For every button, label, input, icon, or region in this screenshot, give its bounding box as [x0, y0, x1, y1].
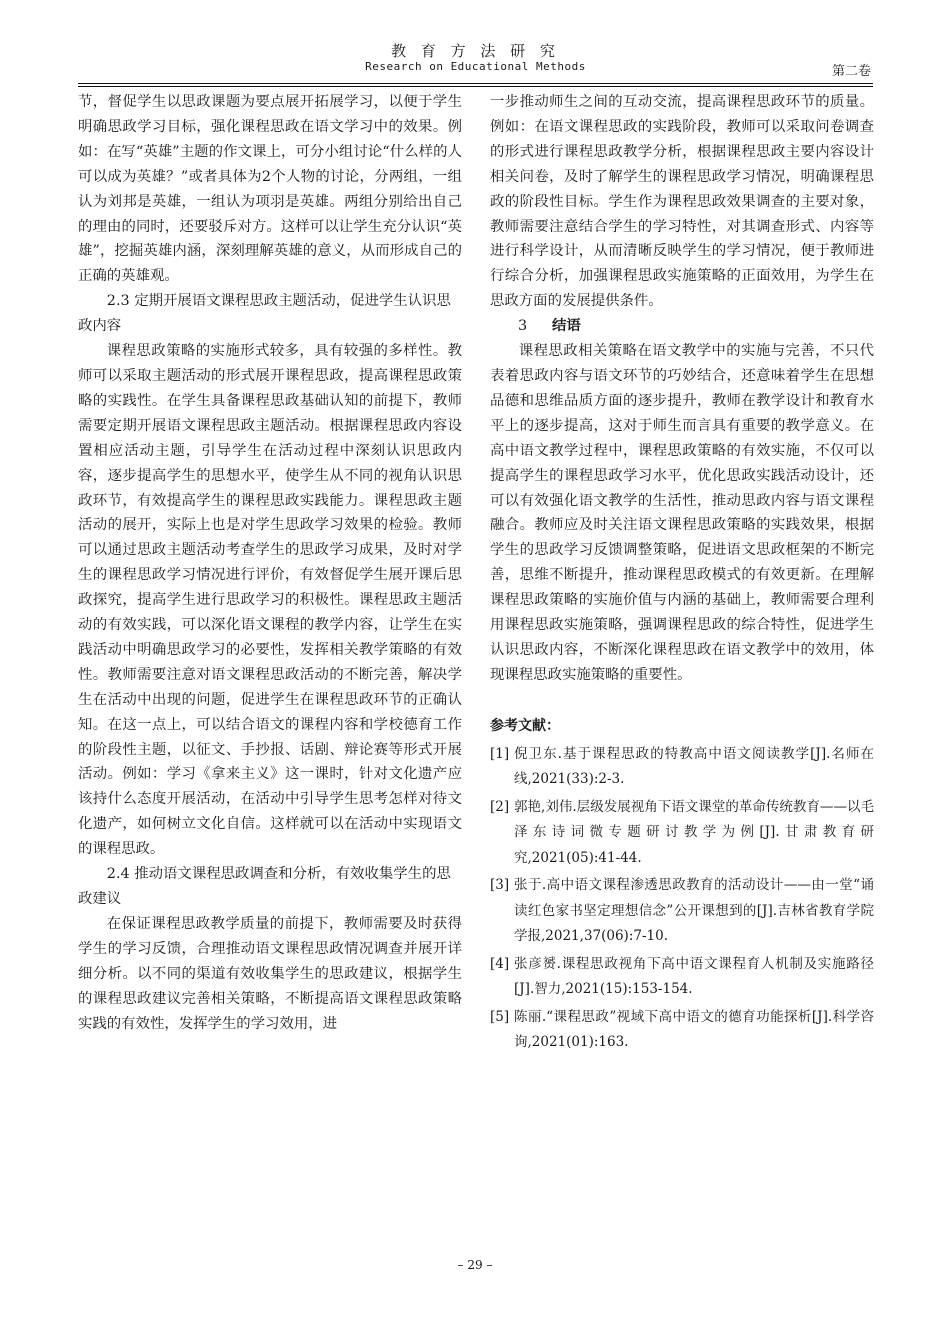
- header-divider: [78, 83, 873, 87]
- reference-item: [490, 742, 874, 793]
- reference-text: 郭艳,刘伟.层级发展视角下语文课堂的革命传统教育——以毛泽东诗词微专题研讨教学为例[J].甘肃教育研究,2021(05):41-44.: [514, 798, 874, 866]
- section-title: 结语: [552, 317, 581, 335]
- journal-title: 教 育 方 法 研 究: [391, 42, 560, 60]
- subsection-heading-2-4: 2.4 推动语文课程思政调查和分析，有效收集学生的思政建议: [78, 866, 451, 907]
- body-paragraph: 课程思政相关策略在语文教学中的实施与完善，不只代表着思政内容与语文环节的巧妙结合，还意味着学生在思想品德和思维品质方面的逐步提升，教师在教学设计和教育水平上的逐步提高，这对于师生而言具有重要的教学意义。在高中语文教学过程中，课程思政策略的有效实施，不仅可以提高学生的课程思政学习水平，优化思政实践活动设计，还可以有效强化语文教学的生活性，推动思政内容与语文课程融合。教师应及时关注语文课程思政策略的实践效果，根据学生的思政学习反馈调整策略，促进语文思政框架的不断完善，思维不断提升，推动课程思政模式的有效更新。在理解课程思政策略的实施价值与内涵的基础上，教师需要合理利用课程思政实施策略，强调课程思政的综合特性，促进学生认识思政内容，不断深化课程思政在语文教学中的效用，体现课程思政实施策略的重要性。: [490, 343, 874, 683]
- left-column: [78, 90, 462, 1036]
- reference-item: [490, 795, 874, 872]
- right-column: [490, 90, 874, 1058]
- journal-subtitle: Research on Educational Methods: [365, 60, 586, 73]
- reference-index: [3]: [490, 877, 510, 894]
- body-paragraph: 课程思政策略的实施形式较多，具有较强的多样性。教师可以采取主题活动的形式展开课程思政，提高课程思政策略的实践性。在学生具备课程思政基础认知的前提下，教师需要定期开展语文课程思政主题活动。根据课程思政内容设置相应活动主题，引导学生在活动过程中深刻认识思政内容，逐步提高学生的思想水平，使学生从不同的视角认识思政环节，有效提高学生的课程思政实践能力。课程思政主题活动的展开，实际上也是对学生思政学习效果的检验。教师可以通过思政主题活动考查学生的思政学习成果，及时对学生的课程思政学习情况进行评价，有效督促学生展开课后思政探究，提高学生进行思政学习的积极性。课程思政主题活动的有效实践，可以深化语文课程的教学内容，让学生在实践活动中明确思政学习的必要性，发挥相关教学策略的有效性。教师需要注意对语文课程思政活动的不断完善，解决学生在活动中出现的问题，促进学生在课程思政环节的正确认知。在这一点上，可以结合语文的课程内容和学校德育工作的阶段性主题，以征文、手抄报、话剧、辩论赛等形式开展活动。例如：学习《拿来主义》这一课时，针对文化遗产应该持什么态度开展活动，在活动中引导学生思考怎样对待文化遗产，如何树立文化自信。这样就可以在活动中实现语文的课程思政。: [78, 343, 462, 858]
- body-paragraph: 在保证课程思政教学质量的前提下，教师需要及时获得学生的学习反馈，合理推动语文课程思政情况调查并展开详细分析。以不同的渠道有效收集学生的思政建议，根据学生的课程思政建议完善相关策略，不断提高语文课程思政策略实践的有效性，发挥学生的学习效用，进: [78, 915, 462, 1032]
- reference-text: 张于.高中语文课程渗透思政教育的活动设计——由一堂“诵读红色家书坚定理想信念”公开课想到的[J].吉林省教育学院学报,2021,37(06):7-10.: [514, 877, 874, 945]
- volume-label: 第二卷: [831, 64, 871, 79]
- body-paragraph: 一步推动师生之间的互动交流，提高课程思政环节的质量。例如：在语文课程思政的实践阶段，教师可以采取问卷调查的形式进行课程思政教学分析，根据课程思政主要内容设计相关问卷，及时了解学生的课程思政学习情况，明确课程思政的阶段性目标。学生作为课程思政效果调查的主要对象，教师需要注意结合学生的学习特性，对其调查形式、内容等进行科学设计，从而清晰反映学生的学习情况，便于教师进行综合分析，加强课程思政实施策略的正面效用，为学生在思政方面的发展提供条件。: [490, 94, 874, 310]
- reference-text: 倪卫东.基于课程思政的特教高中语文阅读教学[J].名师在线,2021(33):2-3.: [514, 745, 874, 788]
- reference-index: [4]: [490, 955, 510, 972]
- references-title: 参考文献：: [490, 717, 560, 734]
- reference-index: [1]: [490, 745, 510, 762]
- reference-item: [490, 1005, 874, 1056]
- running-header: [78, 40, 873, 82]
- reference-text: 陈丽.“课程思政”视域下高中语文的德育功能探析[J].科学咨询,2021(01):163.: [514, 1008, 874, 1051]
- body-paragraph: 节，督促学生以思政课题为要点展开拓展学习，以便于学生明确思政学习目标，强化课程思政在语文学习中的效果。例如：在写“英雄”主题的作文课上，可分小组讨论“什么样的人可以成为英雄？”或者具体为2个人物的讨论，分两组，一组认为刘邦是英雄，一组认为项羽是英雄。两组分别给出自己的理由的同时，还要驳斥对方。这样可以让学生充分认识“英雄”，挖掘英雄内涵，深刻理解英雄的意义，从而形成自己的正确的英雄观。: [78, 94, 462, 285]
- references-section: [490, 714, 874, 1056]
- section-number: 3: [518, 318, 528, 335]
- reference-item: [490, 873, 874, 950]
- section-heading-conclusion: [490, 314, 874, 339]
- reference-item: [490, 952, 874, 1003]
- page-number: – 29 –: [457, 1258, 493, 1272]
- reference-index: [5]: [490, 1008, 510, 1025]
- reference-index: [2]: [490, 798, 510, 815]
- reference-text: 张彦赟.课程思政视角下高中语文课程育人机制及实施路径[J].智力,2021(15):153-154.: [514, 955, 874, 998]
- subsection-heading-2-3: 2.3 定期开展语文课程思政主题活动，促进学生认识思政内容: [78, 293, 451, 335]
